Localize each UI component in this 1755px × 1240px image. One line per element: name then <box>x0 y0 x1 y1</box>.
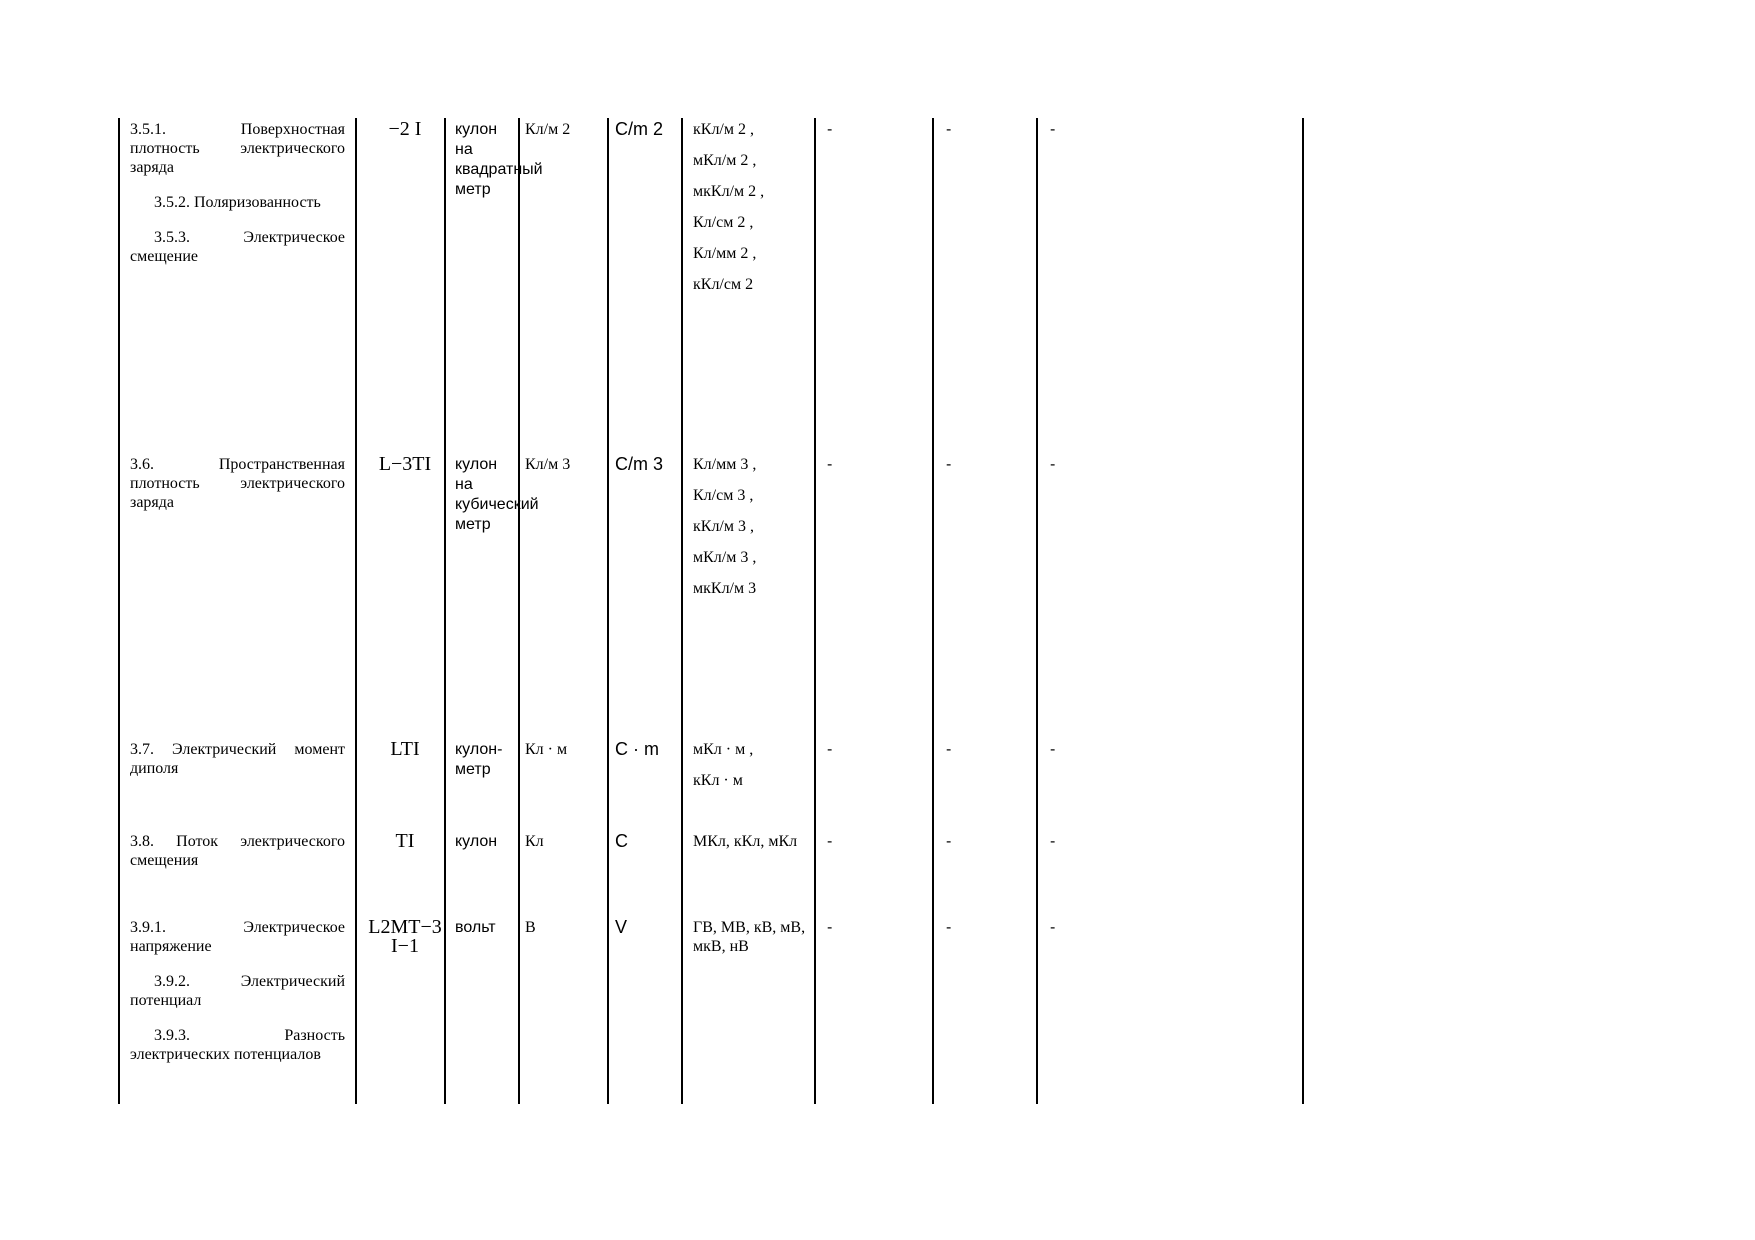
unit-name: кулон <box>455 833 498 850</box>
dimension: L−3TI <box>378 453 432 475</box>
quantity-name-cell <box>130 740 345 794</box>
empty-cell-mark: - <box>946 919 952 936</box>
unit-ru-designation: Кл · м <box>525 741 568 758</box>
column-rule <box>814 118 816 1104</box>
unit-name: кулон на квадратный метр <box>455 121 543 198</box>
multiples-cell <box>693 120 813 294</box>
empty-cell-mark: - <box>827 741 833 758</box>
quantity-name: 3.5.2. Поляризованность <box>154 194 321 211</box>
multiples-cell <box>693 740 813 790</box>
multiple-unit: ГВ, МВ, кВ, мВ, мкВ, нВ <box>693 919 806 955</box>
unit-int-designation: C <box>615 831 628 851</box>
quantity-name-cell <box>130 120 345 282</box>
dimension: L2MT−3 I−1 <box>368 916 442 957</box>
multiple-unit: кКл/см 2 <box>693 276 754 293</box>
column-rule <box>1036 118 1038 1104</box>
unit-int-designation: C/m 2 <box>615 119 664 139</box>
unit-ru-designation: В <box>525 919 536 936</box>
column-rule <box>681 118 683 1104</box>
multiples-cell <box>693 918 813 956</box>
column-rule <box>355 118 357 1104</box>
column-rule <box>444 118 446 1104</box>
multiple-unit: мКл/м 3 , <box>693 549 757 566</box>
unit-int-designation: C · m <box>615 739 659 759</box>
empty-cell-mark: - <box>1050 919 1056 936</box>
quantity-name: 3.6. Пространственная плотность электрического заряда <box>130 456 345 511</box>
multiple-unit: мкКл/м 2 , <box>693 183 765 200</box>
multiple-unit: МКл, кКл, мКл <box>693 833 798 850</box>
quantity-name: 3.9.1. Электрическое напряжение <box>130 919 345 955</box>
dimension: −2 I <box>388 118 422 140</box>
column-rule <box>118 118 120 1104</box>
column-rule <box>1302 118 1304 1104</box>
dimension: LTI <box>390 738 420 760</box>
quantity-name: 3.9.2. Электрический потенциал <box>130 973 345 1009</box>
empty-cell-mark: - <box>946 456 952 473</box>
multiple-unit: Кл/см 2 , <box>693 214 754 231</box>
unit-ru-designation: Кл/м 3 <box>525 456 571 473</box>
multiples-cell <box>693 455 813 598</box>
quantity-name: 3.8. Поток электрического смещения <box>130 833 345 869</box>
multiple-unit: кКл/м 2 , <box>693 121 754 138</box>
unit-name: вольт <box>455 919 496 936</box>
column-rule <box>932 118 934 1104</box>
empty-cell-mark: - <box>1050 741 1056 758</box>
unit-name: кулон на кубический метр <box>455 456 539 533</box>
unit-int-designation: C/m 3 <box>615 454 664 474</box>
unit-ru-designation: Кл/м 2 <box>525 121 571 138</box>
empty-cell-mark: - <box>946 121 952 138</box>
empty-cell-mark: - <box>827 833 833 850</box>
empty-cell-mark: - <box>827 121 833 138</box>
multiple-unit: Кл/мм 3 , <box>693 456 757 473</box>
empty-cell-mark: - <box>946 833 952 850</box>
quantity-name-cell <box>130 918 345 1080</box>
quantity-name-cell <box>130 832 345 886</box>
multiples-cell <box>693 832 813 851</box>
empty-cell-mark: - <box>1050 456 1056 473</box>
multiple-unit: кКл/м 3 , <box>693 518 754 535</box>
multiple-unit: кКл · м <box>693 772 743 789</box>
dimension: TI <box>395 830 415 852</box>
multiple-unit: мКл · м , <box>693 741 754 758</box>
unit-int-designation: V <box>615 917 628 937</box>
empty-cell-mark: - <box>1050 121 1056 138</box>
empty-cell-mark: - <box>827 456 833 473</box>
empty-cell-mark: - <box>1050 833 1056 850</box>
multiple-unit: мкКл/м 3 <box>693 580 757 597</box>
quantity-name: 3.9.3. Разность электрических потенциалов <box>130 1027 345 1063</box>
quantity-name-cell <box>130 455 345 528</box>
column-rule <box>607 118 609 1104</box>
unit-ru-designation: Кл <box>525 833 544 850</box>
quantity-name: 3.5.1. Поверхностная плотность электрического заряда <box>130 121 345 176</box>
empty-cell-mark: - <box>827 919 833 936</box>
quantity-name: 3.5.3. Электрическое смещение <box>130 229 345 265</box>
column-rule <box>518 118 520 1104</box>
empty-cell-mark: - <box>946 741 952 758</box>
quantity-name: 3.7. Электрический момент диполя <box>130 741 345 777</box>
multiple-unit: Кл/мм 2 , <box>693 245 757 262</box>
multiple-unit: Кл/см 3 , <box>693 487 754 504</box>
multiple-unit: мКл/м 2 , <box>693 152 757 169</box>
unit-name: кулон-метр <box>455 741 503 778</box>
